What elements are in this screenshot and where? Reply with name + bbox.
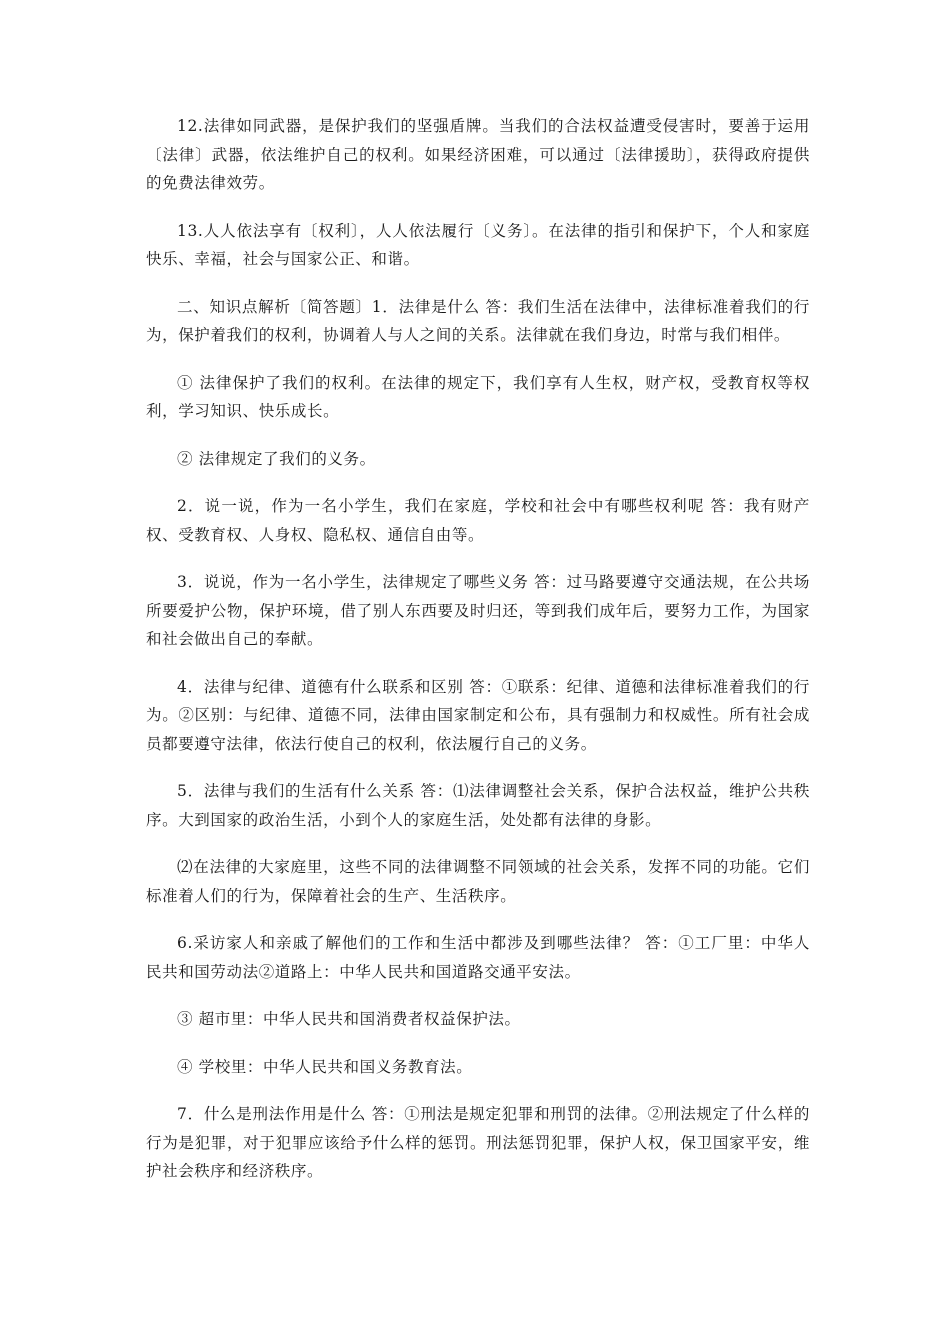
paragraph-q1-point-2: ② 法律规定了我们的义务。 xyxy=(177,449,376,468)
paragraph-q5: 5．法律与我们的生活有什么关系 答：⑴法律调整社会关系，保护合法权益，维护公共秩序。大到国家的政治生活，小到个人的家庭生活，处处都有法律的身影。 xyxy=(146,782,810,829)
paragraph-13: 13.人人依法享有〔权利〕，人人依法履行〔义务〕。在法律的指引和保护下，个人和家庭快乐、幸福，社会与国家公正、和谐。 xyxy=(146,221,810,268)
paragraph-q7: 7．什么是刑法作用是什么 答：①刑法是规定犯罪和刑罚的法律。②刑法规定了什么样的行为是犯罪，对于犯罪应该给予什么样的惩罚。刑法惩罚犯罪，保护人权，保卫国家平安，维护社会秩序和经济秩序。 xyxy=(146,1105,810,1180)
paragraph-q6: 6.采访家人和亲戚了解他们的工作和生活中都涉及到哪些法律？ 答：①工厂里：中华人民共和国劳动法②道路上：中华人民共和国道路交通平安法。 xyxy=(146,934,810,981)
paragraph-q5-point-2: ⑵在法律的大家庭里，这些不同的法律调整不同领域的社会关系，发挥不同的功能。它们标准着人们的行为，保障着社会的生产、生活秩序。 xyxy=(146,858,810,905)
paragraph-q4: 4．法律与纪律、道德有什么联系和区别 答：①联系：纪律、道德和法律标准着我们的行为。②区别：与纪律、道德不同，法律由国家制定和公布，具有强制力和权威性。所有社会成员都要遵守法律，依法行使自己的权利，依法履行自己的义务。 xyxy=(146,677,810,753)
paragraph-q3: 3．说说，作为一名小学生，法律规定了哪些义务 答：过马路要遵守交通法规，在公共场所要爱护公物，保护环境，借了别人东西要及时归还，等到我们成年后，要努力工作，为国家和社会做出自己的奉献。 xyxy=(146,573,810,648)
paragraph-12: 12.法律如同武器，是保护我们的坚强盾牌。当我们的合法权益遭受侵害时，要善于运用〔法律〕武器，依法维护自己的权利。如果经济困难，可以通过〔法律援助〕，获得政府提供的免费法律效劳。 xyxy=(146,117,810,192)
paragraph-q6-point-4: ④ 学校里：中华人民共和国义务教育法。 xyxy=(177,1057,473,1076)
paragraph-analysis-q1: 二、知识点解析〔简答题〕1．法律是什么 答：我们生活在法律中，法律标准着我们的行为，保护着我们的权利，协调着人与人之间的关系。法律就在我们身边，时常与我们相伴。 xyxy=(146,297,810,344)
paragraph-q2: 2．说一说，作为一名小学生，我们在家庭，学校和社会中有哪些权利呢 答：我有财产权、受教育权、人身权、隐私权、通信自由等。 xyxy=(146,497,810,544)
paragraph-q1-point-1: ① 法律保护了我们的权利。在法律的规定下，我们享有人生权，财产权，受教育权等权利，学习知识、快乐成长。 xyxy=(146,373,810,420)
paragraph-q6-point-3: ③ 超市里：中华人民共和国消费者权益保护法。 xyxy=(177,1010,521,1028)
